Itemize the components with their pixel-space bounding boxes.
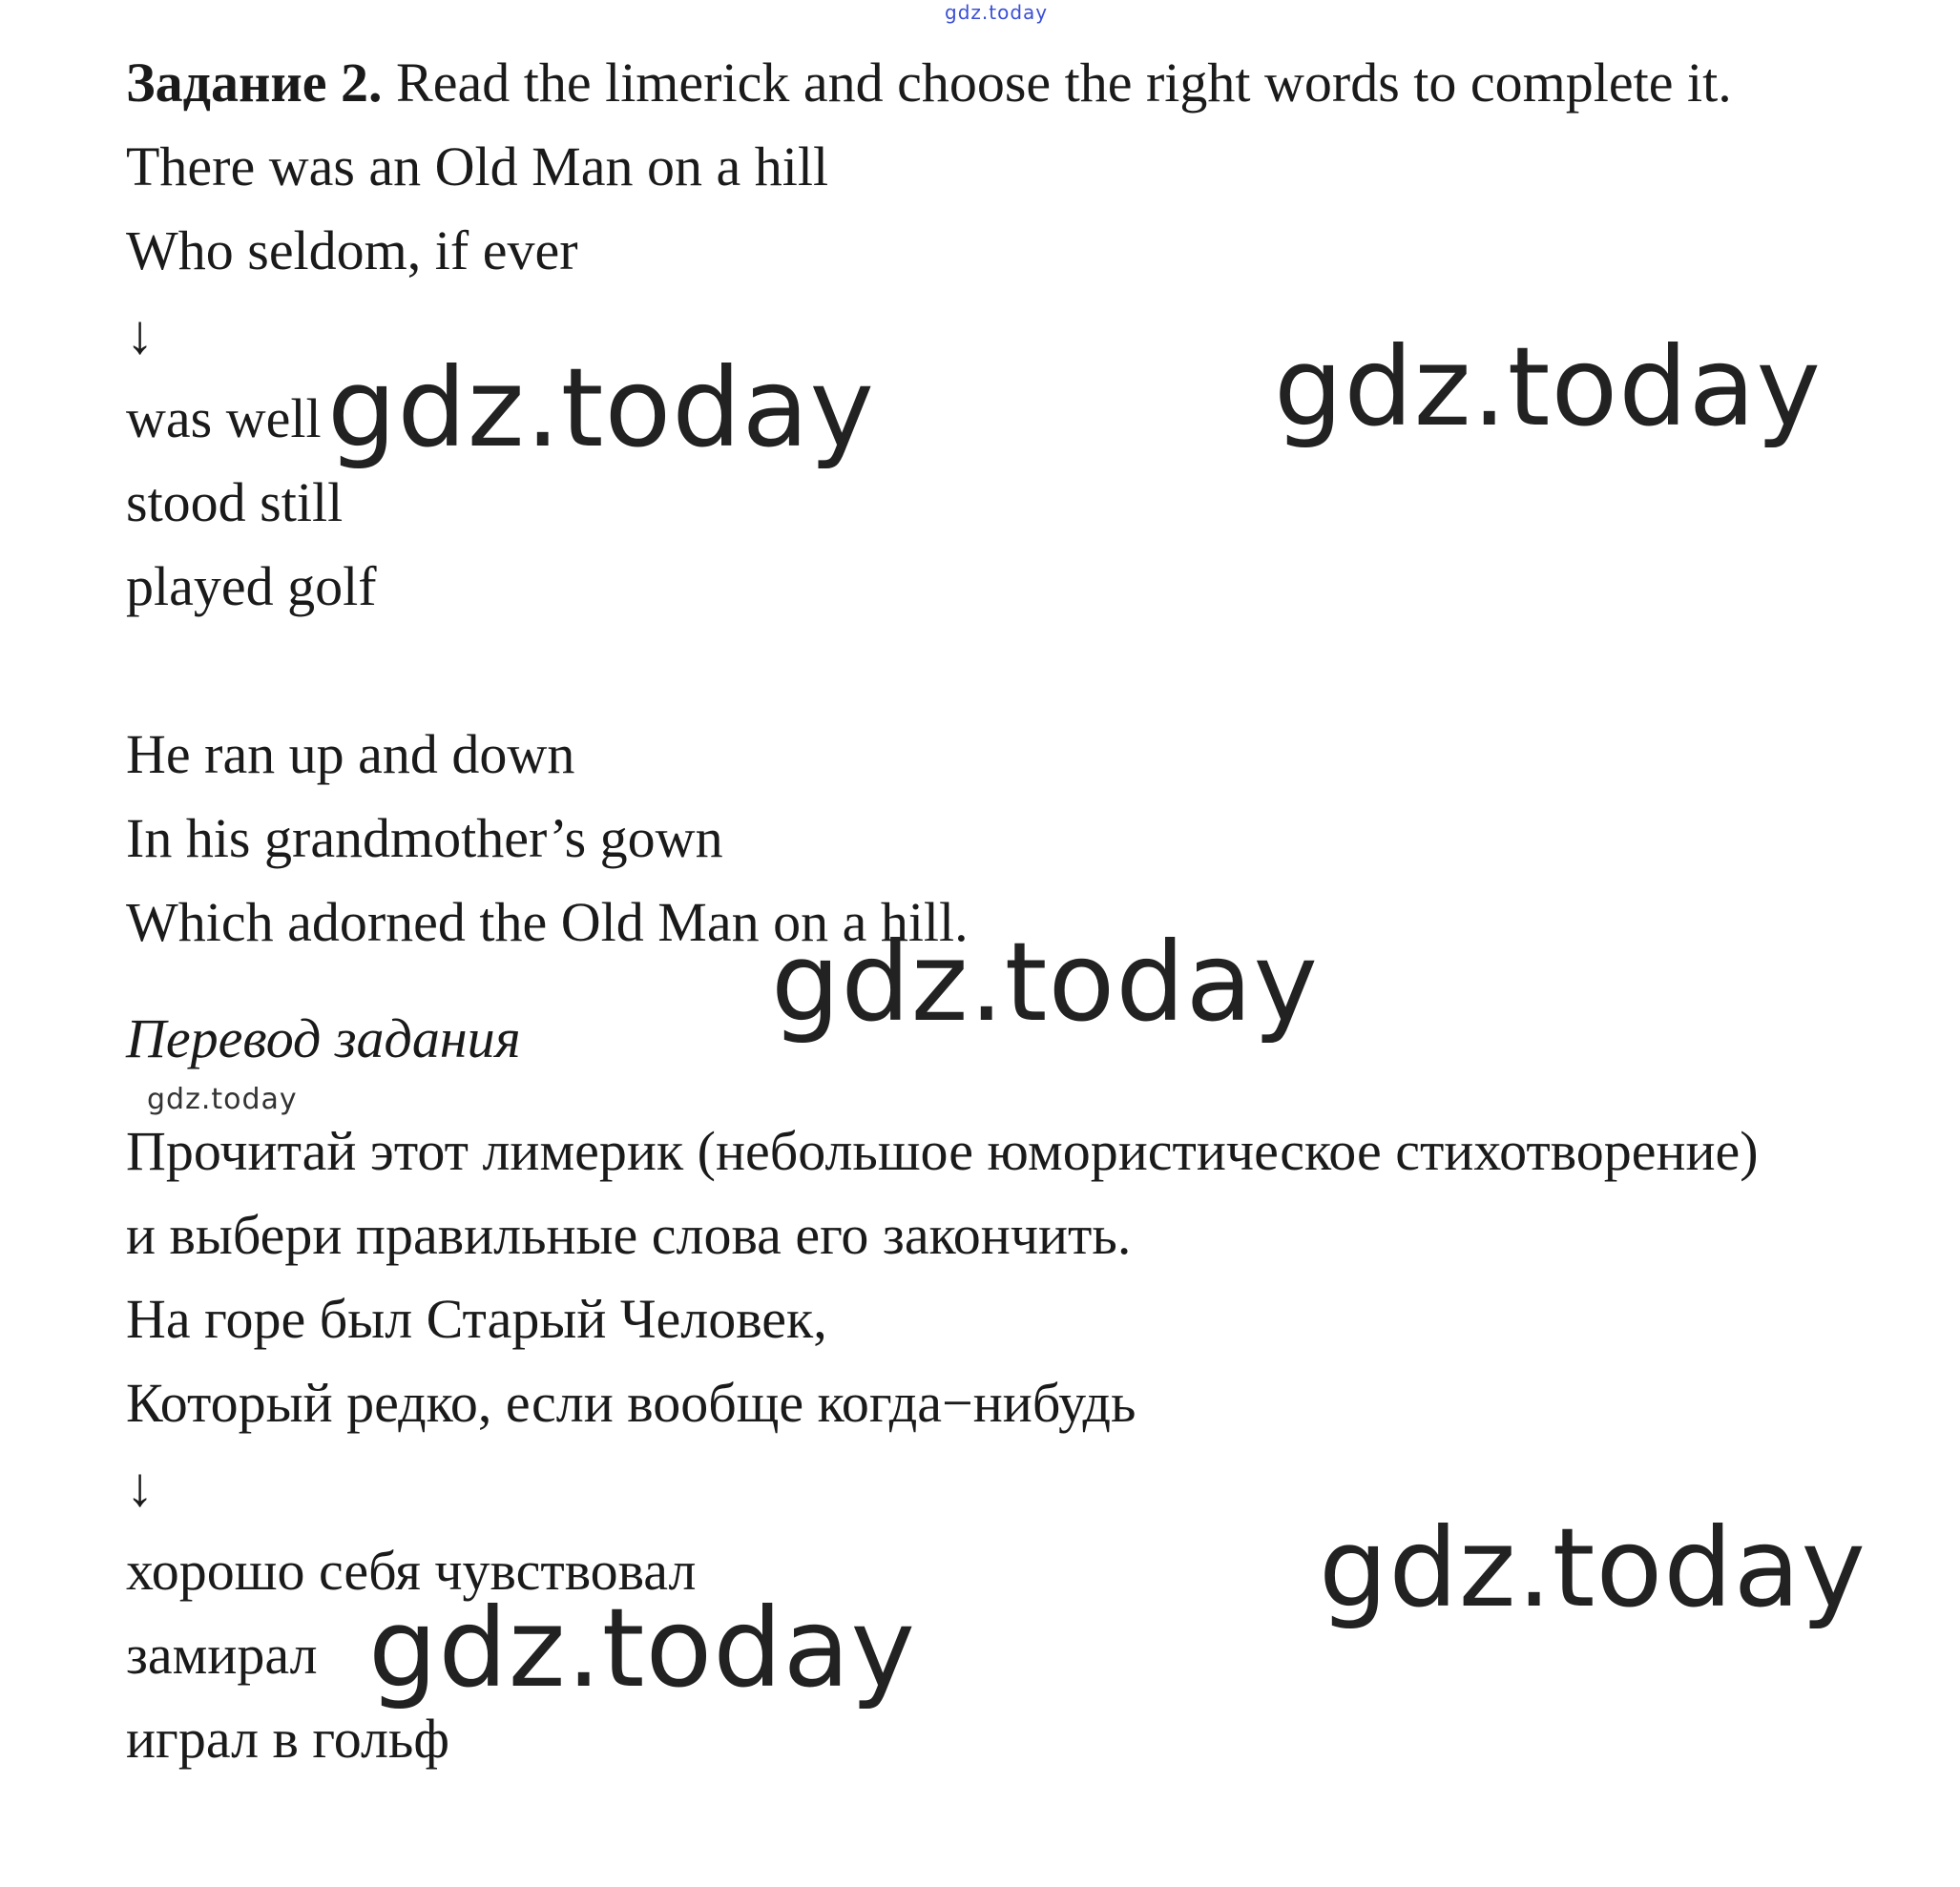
poem-option-3: played golf xyxy=(126,555,377,617)
watermark-5: gdz.today xyxy=(368,1585,916,1711)
poem-arrow: ↓ xyxy=(126,303,154,365)
watermark-1: gdz.today xyxy=(327,344,875,471)
poem-line-5: Which adorned the Old Man on a hill. xyxy=(126,891,969,953)
watermark-top: gdz.today xyxy=(945,1,1049,24)
translation-option-1: хорошо себя чувствовал xyxy=(126,1540,697,1602)
poem-line-4: In his grandmother’s gown xyxy=(126,807,723,869)
watermark-4: gdz.today xyxy=(1319,1504,1866,1631)
translation-para-1: Прочитай этот лимерик (небольшое юмористическое стихотворение) xyxy=(126,1120,1759,1182)
translation-option-3: играл в гольф xyxy=(126,1708,449,1770)
poem-line-3: He ran up and down xyxy=(126,723,575,785)
translation-para-2: и выбери правильные слова его закончить. xyxy=(126,1204,1132,1266)
poem-option-2: stood still xyxy=(126,471,344,533)
watermark-3: gdz.today xyxy=(771,919,1319,1046)
translation-heading: Перевод задания xyxy=(126,1007,521,1069)
watermark-small: gdz.today xyxy=(147,1083,298,1116)
poem-option-1: was well xyxy=(126,387,322,449)
task-label: Задание 2. xyxy=(126,52,383,114)
translation-line-1: На горе был Старый Человек, xyxy=(126,1288,827,1350)
watermark-2: gdz.today xyxy=(1274,323,1822,450)
translation-line-2: Который редко, если вообще когда−нибудь xyxy=(126,1372,1136,1434)
translation-arrow: ↓ xyxy=(126,1456,154,1518)
translation-option-2: замирал xyxy=(126,1624,318,1686)
poem-line-1: There was an Old Man on a hill xyxy=(126,135,829,197)
poem-line-2: Who seldom, if ever xyxy=(126,219,578,281)
task-instruction: Read the limerick and choose the right words to complete it. xyxy=(396,52,1732,114)
task-heading xyxy=(126,50,1732,116)
